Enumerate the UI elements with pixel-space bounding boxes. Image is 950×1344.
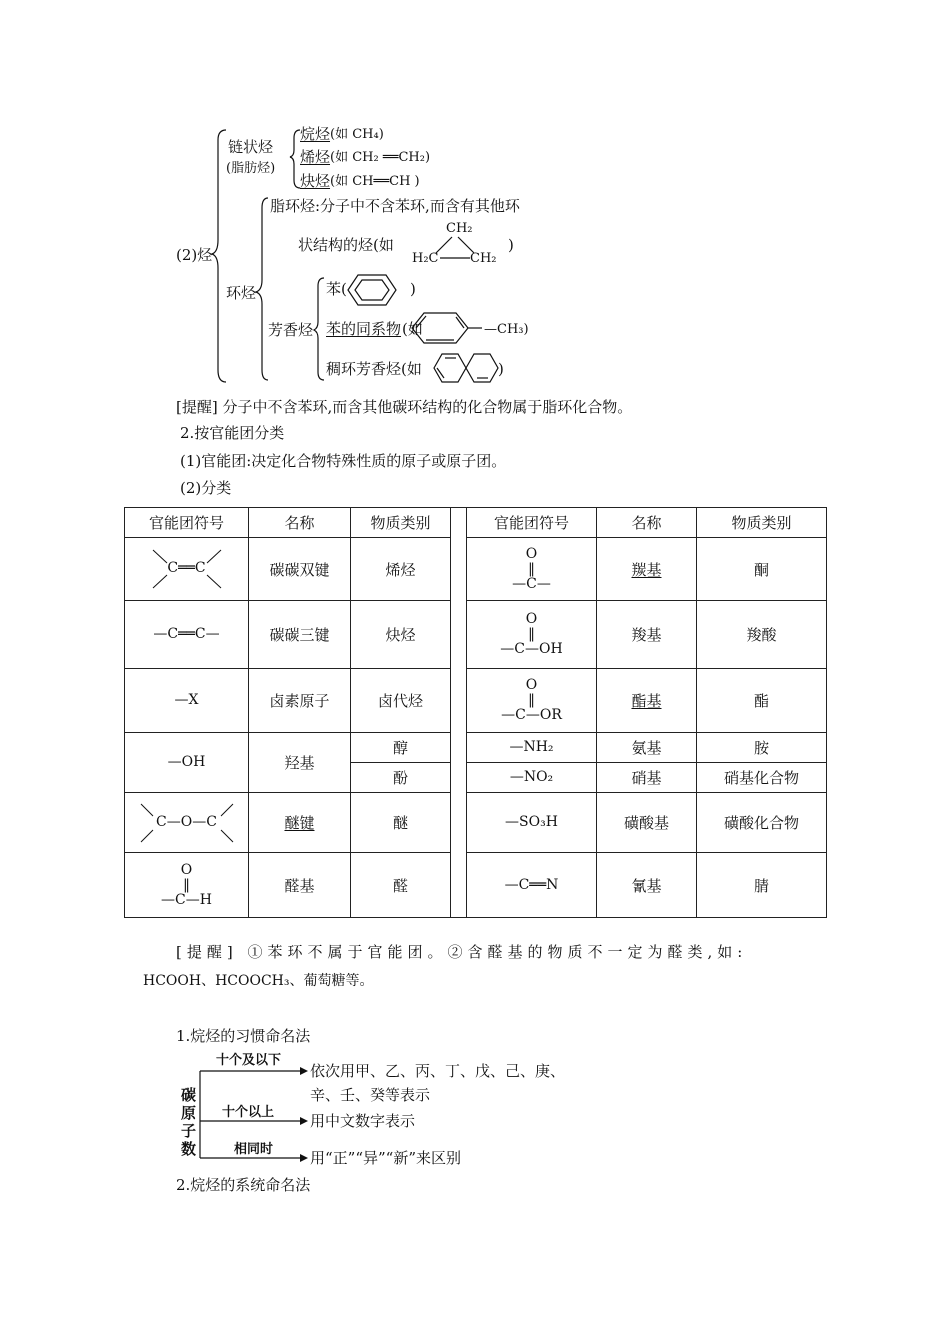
header-cell: 物质类别: [697, 508, 827, 538]
name-cell: 醛基: [249, 853, 351, 918]
class-cell: 酚: [351, 763, 451, 793]
amino-symbol: —NH₂: [467, 733, 597, 763]
systematic-naming-title: 2.烷烃的系统命名法: [176, 1176, 311, 1194]
class-cell: 醇: [351, 733, 451, 763]
tip-2-line-1: [提醒] ①苯环不属于官能团。②含醛基的物质不一定为醛类,如:: [176, 943, 748, 961]
sulfonic-symbol: —SO₃H: [467, 793, 597, 853]
close-paren-1: ): [508, 236, 514, 254]
name-cell: 硝基: [597, 763, 697, 793]
tip-1: [提醒] 分子中不含苯环,而含其他碳环结构的化合物属于脂环化合物。: [176, 398, 633, 416]
arrow-text-2: 用中文数字表示: [310, 1112, 416, 1130]
cyclopropane-right: CH₂: [470, 251, 497, 266]
naming-root-char: 原: [181, 1104, 197, 1122]
root-label: (2)烃: [176, 246, 213, 264]
section-2-1: (1)官能团:决定化合物特殊性质的原子或原子团。: [180, 452, 507, 470]
aldehyde-bar: ‖: [183, 876, 190, 893]
class-cell: 醛: [351, 853, 451, 918]
chain-sublabel: (脂肪烃): [226, 161, 276, 176]
header-cell: 官能团符号: [467, 508, 597, 538]
alicyclic-label: 脂环烃:分子中不含苯环,而含有其他环: [270, 197, 520, 215]
halogen-symbol: —X: [125, 669, 249, 733]
header-cell: 名称: [249, 508, 351, 538]
aromatic-label: 芳香烃: [268, 321, 314, 339]
nitro-symbol: —NO₂: [467, 763, 597, 793]
section-2-2: (2)分类: [180, 479, 232, 497]
class-cell: 硝基化合物: [697, 763, 827, 793]
header-cell: 物质类别: [351, 508, 451, 538]
name-cell: 氨基: [597, 733, 697, 763]
tip-2-line-2: HCOOH、HCOOCH₃、葡萄糖等。: [143, 973, 374, 989]
carbonyl-bar: ‖: [528, 560, 535, 577]
alkene-label: 烯烃: [300, 148, 331, 166]
alkane-label: 烷烃: [300, 125, 331, 143]
carboxyl-bar: ‖: [528, 626, 535, 642]
name-cell: 卤素原子: [249, 669, 351, 733]
ester-o: O: [525, 677, 538, 693]
class-cell: 烯烃: [351, 538, 451, 601]
cyclopropane-top: CH₂: [446, 221, 473, 236]
section-2-title: 2.按官能团分类: [180, 424, 285, 442]
carboxyl-o: O: [525, 611, 538, 627]
alkyne-example: (如 CH══CH ): [330, 174, 420, 189]
cyano-symbol: —C══N: [467, 853, 597, 918]
naming-title: 1.烷烃的习惯命名法: [176, 1027, 311, 1045]
class-cell: 卤代烃: [351, 669, 451, 733]
class-cell: 酮: [697, 538, 827, 601]
carbonyl-c: —C—: [512, 575, 551, 592]
name-cell: 醚键: [249, 793, 351, 853]
naming-root-char: 子: [181, 1122, 197, 1140]
ester-bar: ‖: [528, 692, 535, 708]
close-paren-3: ): [498, 360, 504, 378]
class-cell: 炔烃: [351, 601, 451, 669]
fused-label: 稠环芳香烃(如: [326, 360, 422, 378]
arrow-label-1: 十个及以下: [216, 1053, 282, 1068]
name-cell: 羰基: [597, 538, 697, 601]
arrow-text-1b: 辛、壬、癸等表示: [310, 1086, 431, 1104]
alkyne-label: 炔烃: [300, 172, 331, 190]
triple-bond-symbol: —C══C—: [125, 601, 249, 669]
ester-c: —C—OR: [501, 707, 562, 723]
double-bond-symbol: C══C: [167, 560, 206, 576]
cyclic-label: 环烃: [226, 284, 257, 302]
naming-root-char: 碳: [181, 1086, 197, 1104]
homolog-example: (如: [402, 320, 423, 338]
class-cell: 酯: [697, 669, 827, 733]
hydroxyl-symbol: —OH: [125, 733, 249, 793]
alicyclic-label-2: 状结构的烃(如: [298, 236, 394, 254]
arrow-text-1: 依次用甲、乙、丙、丁、戊、己、庚、: [310, 1062, 566, 1080]
name-cell: 羟基: [249, 733, 351, 793]
alkene-example: (如 CH₂ ══CH₂): [330, 150, 431, 165]
header-cell: 名称: [597, 508, 697, 538]
chain-label: 链状烃: [228, 138, 274, 156]
arrow-label-3: 相同时: [234, 1142, 274, 1157]
name-cell: 酯基: [597, 669, 697, 733]
name-cell: 碳碳双键: [249, 538, 351, 601]
aldehyde-c: —C—H: [161, 891, 212, 908]
class-cell: 腈: [697, 853, 827, 918]
name-cell: 碳碳三键: [249, 601, 351, 669]
carbonyl-o: O: [525, 545, 538, 562]
name-cell: 氰基: [597, 853, 697, 918]
ether-symbol: C—O—C: [156, 813, 217, 830]
methyl-group: —CH₃): [484, 322, 529, 337]
name-cell: 羧基: [597, 601, 697, 669]
benzene-label: 苯(: [326, 280, 347, 298]
arrow-label-2: 十个以上: [222, 1105, 275, 1120]
naming-root-char: 数: [181, 1140, 197, 1158]
close-paren-2: ): [410, 280, 416, 298]
name-cell: 磺酸基: [597, 793, 697, 853]
class-cell: 羧酸: [697, 601, 827, 669]
class-cell: 醚: [351, 793, 451, 853]
homolog-label: 苯的同系物: [326, 320, 402, 338]
alkane-example: (如 CH₄): [330, 127, 384, 142]
arrow-text-3: 用“正”“异”“新”来区别: [310, 1149, 462, 1167]
carboxyl-c: —C—OH: [500, 641, 563, 657]
aldehyde-o: O: [180, 861, 193, 878]
class-cell: 磺酸化合物: [697, 793, 827, 853]
class-cell: 胺: [697, 733, 827, 763]
header-cell: 官能团符号: [125, 508, 249, 538]
cyclopropane-left: H₂C: [412, 251, 439, 266]
